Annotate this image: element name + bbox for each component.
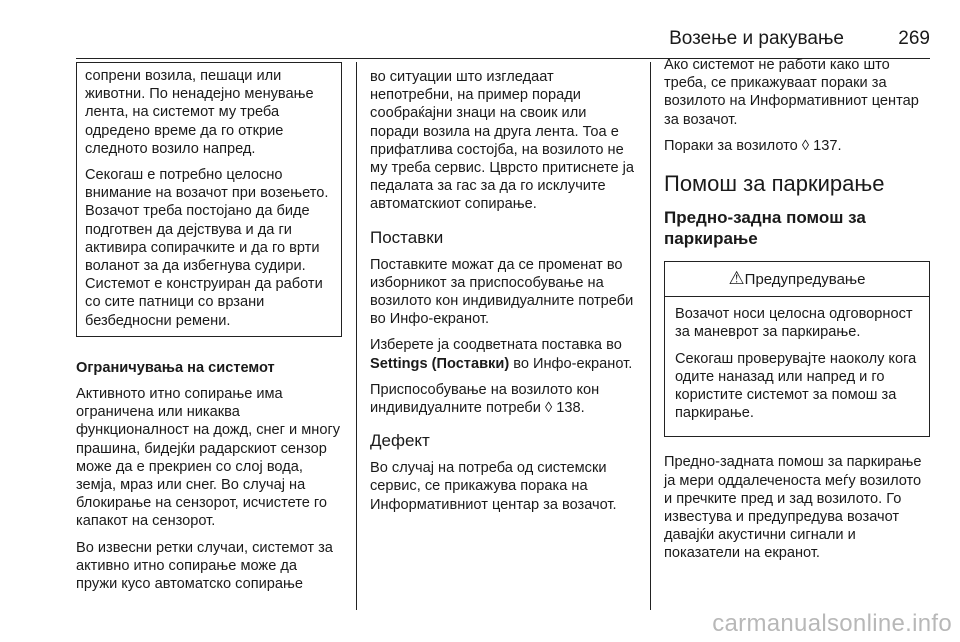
paragraph: Поставките можат да се променат во изборникот за приспособување на возилото кон индивидуалните потреби во Инфо-екранот. — [370, 256, 634, 328]
column-divider-2 — [650, 62, 651, 610]
menu-label-settings: Settings (Поставки) — [370, 355, 510, 372]
watermark: carmanualsonline.info — [712, 610, 952, 637]
page-number: 269 — [898, 28, 930, 49]
subheading-system-limits: Ограничувања на системот — [76, 359, 275, 376]
text: во Инфо-екранот. — [509, 355, 633, 372]
column-3 — [664, 56, 930, 571]
paragraph: Во случај на потреба од системски сервис, се прикажува порака на Информативниот центар за возачот. — [370, 460, 617, 513]
warning-header — [665, 262, 929, 297]
paragraph: Ако системот не работи како што треба, се прикажуваат пораки за возилото на Информативниот центар за возачот. — [664, 57, 919, 128]
warning-body — [665, 297, 929, 436]
column-divider-1 — [356, 62, 357, 610]
heading-parking-assist: Помош за паркирање — [664, 171, 885, 197]
warning-paragraph-2: Секогаш проверувајте наоколу кога одите наназад или напред и го користите системот за помош за паркирање. — [675, 350, 917, 422]
warning-title: Предупредување — [744, 271, 866, 289]
paragraph: Активното итно сопирање има ограничена или никаква функционалност на дожд, снег и многу прашина, бидејќи радарскиот сензор може да е прекриен со слој вода, земја, мраз или снег. Во случај на блокирање на сензорот, исчистете го капакот на сензорот. — [76, 386, 341, 530]
note-paragraph-2: Секогаш е потребно целосно внимание на возачот при возењето. Возачот треба постојано да биде подготвен да дејствува и да ги активира сопирачките и да го врти воланот за да избегнува судири. Системот е конструиран да работи со сите патници со врзани безбедносни ремени. — [85, 167, 329, 329]
text: Изберете ја соодветната поставка во — [370, 337, 622, 354]
paragraph-cross-reference: Приспособување на возилото кон индивидуалните потреби ◊ 138. — [370, 381, 600, 417]
paragraph: во ситуации што изгледаат непотребни, на пример поради сообраќајни знаци на своик или поради возила на друга лента. Тоа е прифатлива состојба, на возилото не му треба сервис. Цврсто притиснете ја педалата за гас за да го исклучите автоматскиот сопирање. — [370, 69, 635, 213]
warning-box — [664, 261, 930, 437]
heading-settings: Поставки — [370, 227, 444, 247]
paragraph: Предно-задната помош за паркирање ја мери оддалеченоста меѓу возилото и пречките пред и зад возилото. Го известува и предупредува возачот давајќи акустични сигнали и показатели на екранот. — [664, 454, 922, 562]
warning-paragraph-1: Возачот носи целосна одговорност за маневрот за паркирање. — [675, 306, 913, 341]
paragraph-cross-reference: Пораки за возилото ◊ 137. — [664, 137, 842, 154]
column-1 — [76, 66, 342, 601]
note-paragraph-1: сопрени возила, пешаци или животни. По ненадејно менување лента, на системот му треба одредено време да го открие следното возило напред. — [85, 68, 314, 157]
warning-triangle-icon: ⚠ — [728, 268, 745, 289]
paragraph: Во извесни ретки случаи, системот за активно итно сопирање може да пружи кусо автоматско сопирање — [76, 539, 333, 593]
subheading-front-rear-parking-assist: Предно-задна помош за паркирање — [664, 208, 866, 249]
column-2 — [370, 68, 636, 522]
page-header — [76, 0, 930, 62]
heading-fault: Дефект — [370, 431, 430, 451]
paragraph-settings-path — [370, 336, 636, 372]
chapter-title: Возење и ракување — [669, 28, 844, 49]
note-box — [76, 62, 342, 337]
